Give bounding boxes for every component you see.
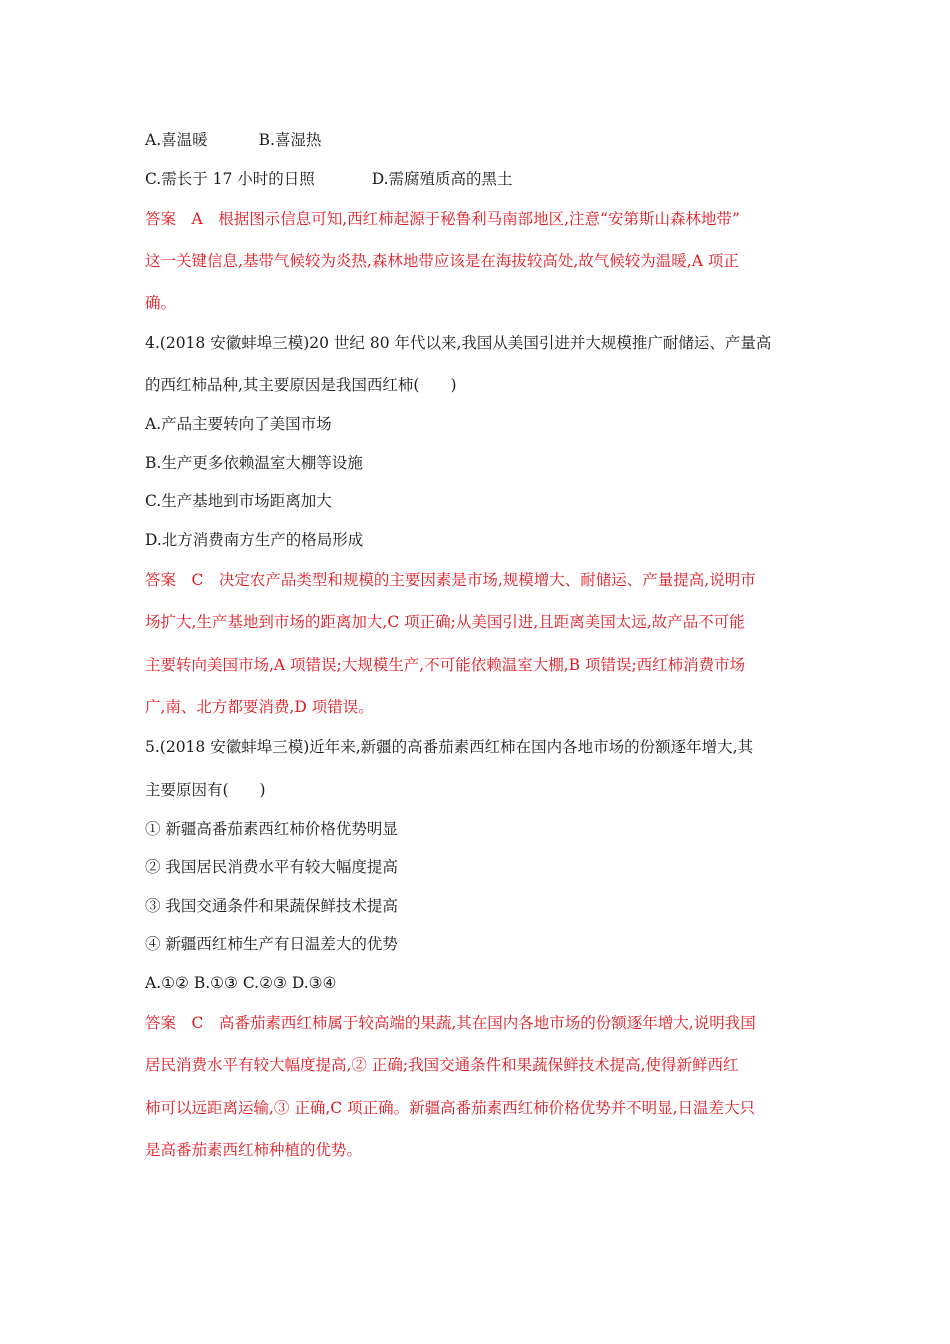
q4-stem-line: 的西红柿品种,其主要原因是我国西红柿( ) [145, 376, 457, 394]
q5-answer-line: 居民消费水平有较大幅度提高,② 正确;我国交通条件和果蔬保鲜技术提高,使得新鲜西红 [145, 1056, 739, 1074]
q3-options-row1 [145, 130, 815, 150]
q4-answer-line: 广,南、北方都要消费,D 项错误。 [145, 698, 374, 716]
q5-statement-2: ② 我国居民消费水平有较大幅度提高 [145, 858, 398, 876]
q3-option-c: C.需长于 17 小时的日照 [145, 170, 315, 188]
q3-options-row2 [145, 169, 815, 189]
q4-answer-line: 场扩大,生产基地到市场的距离加大,C 项正确;从美国引进,且距离美国太远,故产品不可能 [145, 613, 745, 631]
q5-stem-line: 主要原因有( ) [145, 781, 266, 799]
q5-statement-4: ④ 新疆西红柿生产有日温差大的优势 [145, 935, 398, 953]
q5-stem-line: 5.(2018 安徽蚌埠三模)近年来,新疆的高番茄素西红柿在国内各地市场的份额逐年增大,其 [145, 738, 754, 756]
q5-answer-line: 答案 C 高番茄素西红柿属于较高端的果蔬,其在国内各地市场的份额逐年增大,说明我国 [145, 1014, 756, 1032]
q4-stem-line: 4.(2018 安徽蚌埠三模)20 世纪 80 年代以来,我国从美国引进并大规模推广耐储运、产量高 [145, 334, 772, 352]
q3-answer-line: 确。 [145, 294, 177, 312]
q4-option-b: B.生产更多依赖温室大棚等设施 [145, 454, 363, 472]
q5-answer-line: 柿可以远距离运输,③ 正确,C 项正确。新疆高番茄素西红柿价格优势并不明显,日温差大只 [145, 1099, 755, 1117]
q4-answer-line: 主要转向美国市场,A 项错误;大规模生产,不可能依赖温室大棚,B 项错误;西红柿消费市场 [145, 656, 746, 674]
q3-option-d: D.需腐殖质高的黑土 [371, 170, 513, 188]
q5-answer-line: 是高番茄素西红柿种植的优势。 [145, 1141, 363, 1159]
q3-option-b: B.喜湿热 [258, 131, 322, 149]
q5-statement-1: ① 新疆高番茄素西红柿价格优势明显 [145, 820, 398, 838]
q3-answer-line: 答案 A 根据图示信息可知,西红柿起源于秘鲁利马南部地区,注意“安第斯山森林地带” [145, 210, 740, 228]
q5-options: A.①② B.①③ C.②③ D.③④ [145, 974, 337, 992]
q3-option-a: A.喜温暖 [145, 131, 208, 149]
q4-option-d: D.北方消费南方生产的格局形成 [145, 531, 364, 549]
q3-answer-line: 这一关键信息,基带气候较为炎热,森林地带应该是在海拔较高处,故气候较为温暖,A 项正 [145, 252, 739, 270]
q4-option-c: C.生产基地到市场距离加大 [145, 492, 332, 510]
q5-statement-3: ③ 我国交通条件和果蔬保鲜技术提高 [145, 897, 398, 915]
q4-answer-line: 答案 C 决定农产品类型和规模的主要因素是市场,规模增大、耐储运、产量提高,说明市 [145, 571, 756, 589]
q4-option-a: A.产品主要转向了美国市场 [145, 415, 332, 433]
